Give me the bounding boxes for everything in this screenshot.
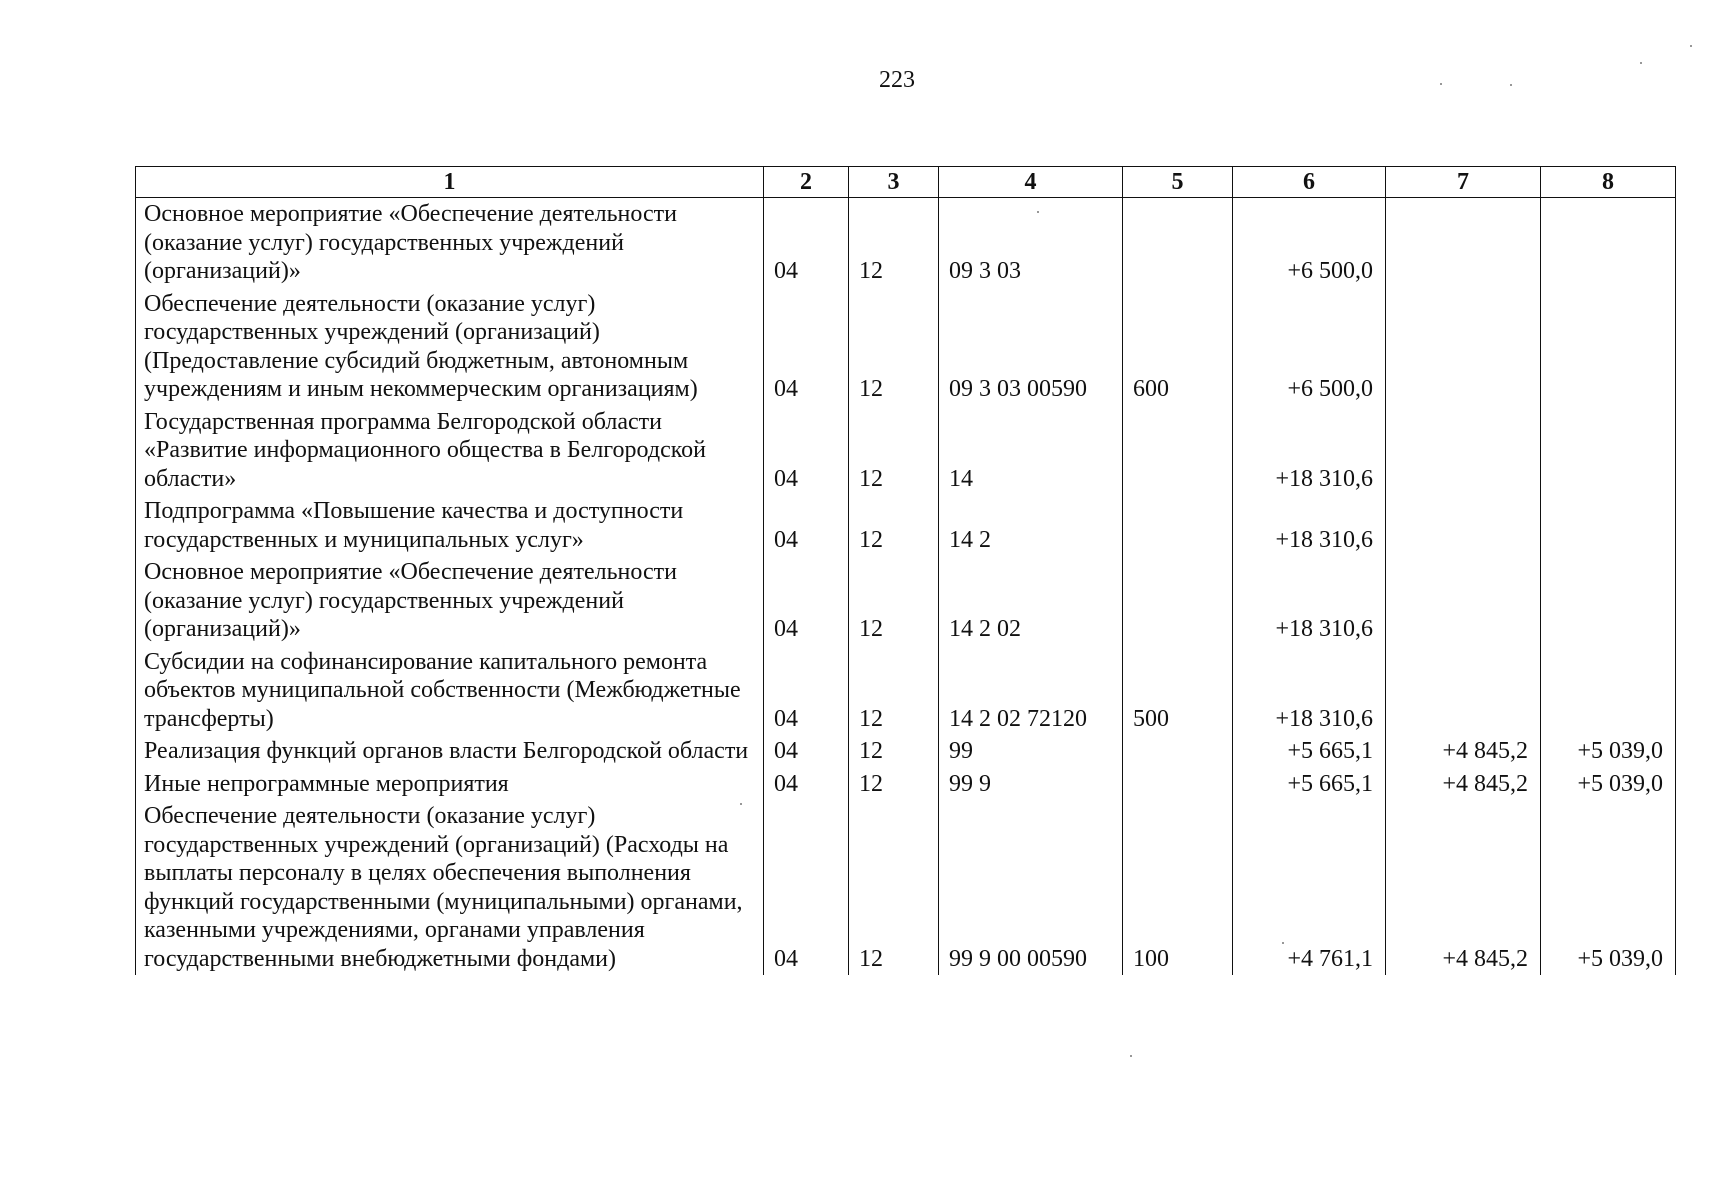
amount-col-6: +18 310,6 xyxy=(1233,495,1386,556)
amount-col-7: +4 845,2 xyxy=(1386,800,1541,975)
subsection-code: 12 xyxy=(849,495,939,556)
section-code: 04 xyxy=(764,646,849,736)
scan-speck xyxy=(1282,942,1284,944)
column-header: 2 xyxy=(764,167,849,198)
expense-type-code: 500 xyxy=(1123,646,1233,736)
section-code: 04 xyxy=(764,495,849,556)
table-row xyxy=(136,800,1676,975)
expense-type-code xyxy=(1123,495,1233,556)
row-name: Государственная программа Белгородской области «Развитие информационного общества в Белгородской области» xyxy=(136,406,764,496)
column-header: 1 xyxy=(136,167,764,198)
expense-type-code xyxy=(1123,406,1233,496)
table-row xyxy=(136,495,1676,556)
table-row xyxy=(136,646,1676,736)
subsection-code: 12 xyxy=(849,646,939,736)
amount-col-7 xyxy=(1386,288,1541,406)
expense-type-code xyxy=(1123,735,1233,768)
section-code: 04 xyxy=(764,800,849,975)
column-header: 6 xyxy=(1233,167,1386,198)
amount-col-8 xyxy=(1541,288,1676,406)
column-header: 8 xyxy=(1541,167,1676,198)
amount-col-8 xyxy=(1541,556,1676,646)
amount-col-7 xyxy=(1386,646,1541,736)
amount-col-8: +5 039,0 xyxy=(1541,800,1676,975)
amount-col-6: +4 761,1 xyxy=(1233,800,1386,975)
table-row xyxy=(136,288,1676,406)
column-header: 7 xyxy=(1386,167,1541,198)
row-name: Подпрограмма «Повышение качества и доступности государственных и муниципальных услуг» xyxy=(136,495,764,556)
subsection-code: 12 xyxy=(849,800,939,975)
subsection-code: 12 xyxy=(849,768,939,801)
subsection-code: 12 xyxy=(849,406,939,496)
expense-type-code: 600 xyxy=(1123,288,1233,406)
scan-speck xyxy=(1510,84,1512,86)
amount-col-8: +5 039,0 xyxy=(1541,768,1676,801)
expense-type-code: 100 xyxy=(1123,800,1233,975)
amount-col-8 xyxy=(1541,198,1676,288)
amount-col-7: +4 845,2 xyxy=(1386,735,1541,768)
row-name: Реализация функций органов власти Белгородской области xyxy=(136,735,764,768)
amount-col-8 xyxy=(1541,495,1676,556)
section-code: 04 xyxy=(764,768,849,801)
target-article-code: 14 2 02 xyxy=(939,556,1123,646)
amount-col-6: +18 310,6 xyxy=(1233,646,1386,736)
table-row xyxy=(136,406,1676,496)
target-article-code: 14 2 02 72120 xyxy=(939,646,1123,736)
amount-col-7 xyxy=(1386,406,1541,496)
subsection-code: 12 xyxy=(849,735,939,768)
amount-col-7 xyxy=(1386,556,1541,646)
scan-speck xyxy=(1440,83,1442,85)
subsection-code: 12 xyxy=(849,556,939,646)
row-name: Обеспечение деятельности (оказание услуг) государственных учреждений (организаций) (Расходы на выплаты персоналу в целях обеспечения выполнения функций государственными (муниципальными) органами, казенными учреждениями, органами управления государственными внебюджетными фондами) xyxy=(136,800,764,975)
table-row xyxy=(136,198,1676,288)
target-article-code: 99 xyxy=(939,735,1123,768)
table-row xyxy=(136,556,1676,646)
column-header: 5 xyxy=(1123,167,1233,198)
target-article-code: 14 xyxy=(939,406,1123,496)
row-name: Основное мероприятие «Обеспечение деятельности (оказание услуг) государственных учреждений (организаций)» xyxy=(136,556,764,646)
section-code: 04 xyxy=(764,406,849,496)
row-name: Обеспечение деятельности (оказание услуг) государственных учреждений (организаций) (Предоставление субсидий бюджетным, автономным учреждениям и иным некоммерческим организациям) xyxy=(136,288,764,406)
section-code: 04 xyxy=(764,735,849,768)
target-article-code: 14 2 xyxy=(939,495,1123,556)
budget-table xyxy=(135,166,1676,975)
amount-col-7: +4 845,2 xyxy=(1386,768,1541,801)
scan-speck xyxy=(740,803,742,805)
column-header: 4 xyxy=(939,167,1123,198)
amount-col-6: +18 310,6 xyxy=(1233,406,1386,496)
amount-col-8 xyxy=(1541,646,1676,736)
amount-col-6: +5 665,1 xyxy=(1233,735,1386,768)
target-article-code: 99 9 00 00590 xyxy=(939,800,1123,975)
amount-col-6: +6 500,0 xyxy=(1233,288,1386,406)
section-code: 04 xyxy=(764,556,849,646)
scan-speck xyxy=(1690,45,1692,47)
scan-speck xyxy=(1037,211,1039,213)
table-header-row xyxy=(136,167,1676,198)
expense-type-code xyxy=(1123,198,1233,288)
row-name: Основное мероприятие «Обеспечение деятельности (оказание услуг) государственных учреждений (организаций)» xyxy=(136,198,764,288)
amount-col-6: +6 500,0 xyxy=(1233,198,1386,288)
table-row xyxy=(136,768,1676,801)
column-header: 3 xyxy=(849,167,939,198)
expense-type-code xyxy=(1123,556,1233,646)
amount-col-7 xyxy=(1386,495,1541,556)
amount-col-7 xyxy=(1386,198,1541,288)
subsection-code: 12 xyxy=(849,198,939,288)
section-code: 04 xyxy=(764,288,849,406)
amount-col-6: +5 665,1 xyxy=(1233,768,1386,801)
target-article-code: 09 3 03 xyxy=(939,198,1123,288)
page-number: 223 xyxy=(879,67,915,93)
target-article-code: 09 3 03 00590 xyxy=(939,288,1123,406)
target-article-code: 99 9 xyxy=(939,768,1123,801)
table-row xyxy=(136,735,1676,768)
row-name: Иные непрограммные мероприятия xyxy=(136,768,764,801)
amount-col-6: +18 310,6 xyxy=(1233,556,1386,646)
section-code: 04 xyxy=(764,198,849,288)
expense-type-code xyxy=(1123,768,1233,801)
amount-col-8 xyxy=(1541,406,1676,496)
amount-col-8: +5 039,0 xyxy=(1541,735,1676,768)
subsection-code: 12 xyxy=(849,288,939,406)
scan-speck xyxy=(1640,62,1642,64)
scan-speck xyxy=(1130,1055,1132,1057)
row-name: Субсидии на софинансирование капитального ремонта объектов муниципальной собственности (Межбюджетные трансферты) xyxy=(136,646,764,736)
